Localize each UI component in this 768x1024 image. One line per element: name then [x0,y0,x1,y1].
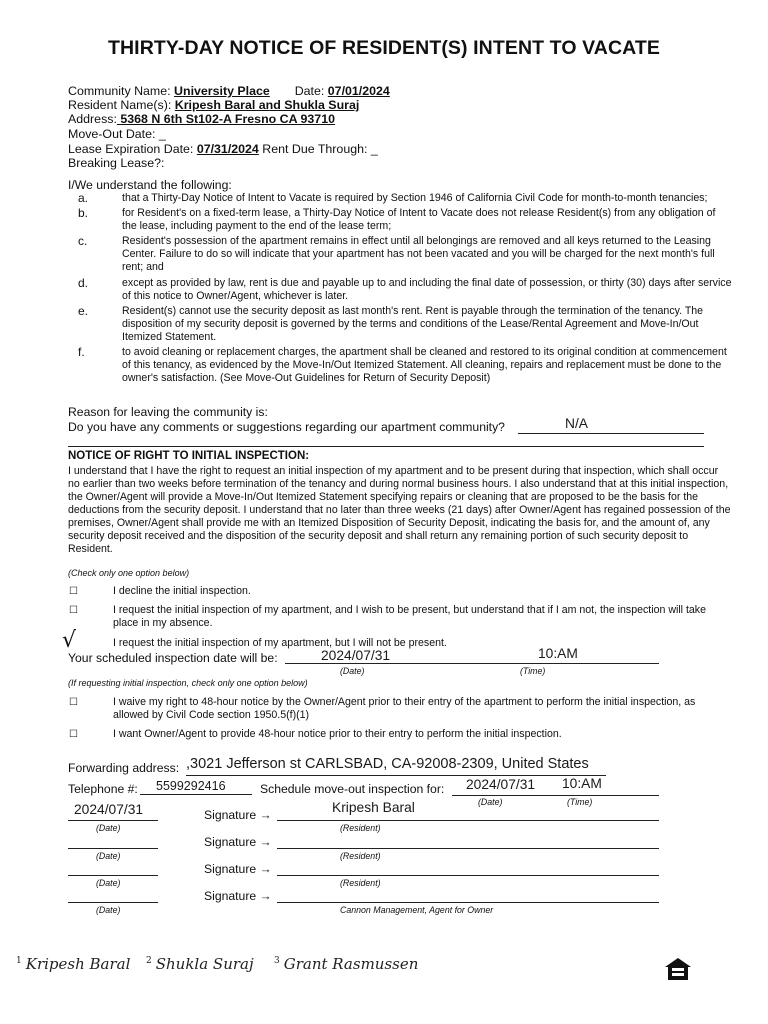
item-text: that a Thirty-Day Notice of Intent to Vacate is required by Section 1946 of California Civil Code for month-to-month tenancies; [122,192,708,204]
item-letter: c. [78,234,88,249]
understanding-list [68,192,732,387]
date-caption: (Date) [96,905,121,915]
resident-label: Resident Name(s): [68,98,172,112]
telephone-value: 5599292416 [156,779,226,793]
checkbox-icon[interactable]: ☐ [69,605,78,616]
schedule-time: 10:AM [538,646,578,661]
forwarding-label: Forwarding address: [68,761,180,775]
footer-signer-2 [146,955,254,973]
understanding-item [68,207,732,233]
signer-number: 2 [146,956,152,966]
signature-line-1[interactable] [277,820,659,821]
date-line-1 [68,820,158,821]
option-want-notice[interactable] [68,728,732,741]
moveout-inspection-label: Schedule move-out inspection for: [260,782,445,796]
resident-caption: (Resident) [340,823,381,833]
signature-line-3[interactable] [277,875,659,876]
address-value: 5368 N 6th St102-A Fresno CA 93710 [116,112,335,126]
moveout-date-row: Move-Out Date: _ [68,127,166,141]
item-letter: e. [78,303,89,318]
checkbox-icon[interactable]: ☐ [69,697,78,708]
date-line-3 [68,875,158,876]
signer-number: 1 [16,956,22,966]
if-note: (If requesting initial inspection, check only one option below) [68,678,308,688]
option-label: I request the initial inspection of my apartment, and I wish to be present, but understand that if I am not, the inspection will take place in my absence. [113,604,706,629]
forwarding-line [186,775,606,776]
item-letter: f. [78,345,85,360]
footer-signer-1 [16,955,130,973]
comments-value: N/A [565,416,588,431]
understanding-item [68,192,732,205]
item-text: to avoid cleaning or replacement charges, the apartment shall be cleaned and restored to its original condition at commencement of this tenancy, as evidenced by the Move-In/Out Itemized Statement. All cleaning, repairs and replacement must be done to the owner's satisfaction. (See Move-Out Guidelines for Return of Security Deposit) [122,346,727,385]
date-caption: (Date) [340,666,365,676]
agent-caption: Cannon Management, Agent for Owner [340,905,494,915]
understand-intro: I/We understand the following: [68,178,232,192]
community-label: Community Name: [68,84,171,98]
item-text: except as provided by law, rent is due and payable up to and including the final date of possession, or thirty (30) days after service of this notice to Owner/Agent, whichever is later. [122,276,732,302]
understanding-item [68,277,732,303]
address-label: Address: [68,112,117,126]
item-text: Resident(s) cannot use the security deposit as last month's rent. Rent is payable through the termination of the tenancy. The disposition of my security deposit is governed by the terms and conditions of the Lease/Rental Agreement and Move-In/Out Itemized Statement. [122,304,704,343]
community-row [68,84,390,98]
moveout-date: 2024/07/31 [466,777,536,792]
time-caption: (Time) [567,797,593,807]
signature-label-4: Signature → [204,889,272,903]
inspection-title: NOTICE OF RIGHT TO INITIAL INSPECTION: [68,450,310,462]
option-label: I request the initial inspection of my apartment, but I will not be present. [113,637,447,649]
signature-label-2: Signature → [204,835,272,849]
checkbox-icon[interactable]: ☐ [69,729,78,740]
signer-name: Kripesh Baral [25,955,131,973]
checkbox-icon[interactable]: ☐ [69,586,78,597]
moveout-line [452,795,659,796]
understanding-item [68,346,732,385]
forwarding-value: ,3021 Jefferson st CARLSBAD, CA-92008-2309, United States [186,756,589,772]
breaking-lease-row: Breaking Lease?: [68,156,165,170]
schedule-date: 2024/07/31 [321,648,391,663]
telephone-label: Telephone #: [68,782,138,796]
option-decline[interactable] [68,585,732,598]
option-label: I waive my right to 48-hour notice by the Owner/Agent prior to their entry of the apartment to perform the initial inspection, as allowed by Civil Code section 1950.5(f)(1) [113,696,696,721]
date-caption: (Date) [96,851,121,861]
footer-signer-3 [274,955,418,973]
telephone-line [140,794,252,795]
signature-line-2[interactable] [277,848,659,849]
date-line-4 [68,902,158,903]
comments-label: Do you have any comments or suggestions regarding our apartment community? [68,420,505,434]
rent-through-label: Rent Due Through: _ [262,142,378,156]
option-waive-notice[interactable] [68,696,732,722]
equal-housing-icon [664,957,692,983]
inspection-paragraph: I understand that I have the right to request an initial inspection of my apartment and to be present during that inspection, which shall occur no earlier than two weeks before termination of the tenancy and during normal business hours. I also understand that at this initial inspection, the Owner/Agent will provide a Move-In/Out Itemized Statement specifying repairs or cleaning that are proposed to be the basis for the deductions from the security deposit. I understand that no later than three weeks (21 days) after Owner/Agent has regained possession of the premises, Owner/Agent shall provide me with an Itemized Disposition of Security Deposit, indicating the basis for, and the amount of, any security deposit received and the disposition of the security deposit and shall return any remaining portion of such security deposit to Resident. [68,465,731,555]
signature-line-4[interactable] [277,902,659,903]
date-label: Date: [294,84,325,98]
understanding-item [68,305,732,344]
resident-caption: (Resident) [340,878,381,888]
understanding-item [68,235,732,274]
schedule-line [285,663,659,664]
option-request-present[interactable] [68,604,732,630]
item-text: for Resident's on a fixed-term lease, a Thirty-Day Notice of Intent to Vacate does not release Resident(s) from any obligation of the lease, including payment to the end of the lease term; [122,207,716,233]
item-letter: a. [78,191,89,205]
resident-row [68,98,359,112]
signer-number: 3 [274,956,280,966]
lease-exp-label: Lease Expiration Date: [68,142,194,156]
resident-caption: (Resident) [340,851,381,861]
item-letter: d. [78,275,89,290]
signature-date-1: 2024/07/31 [74,802,144,817]
lease-exp-value: 07/31/2024 [196,142,259,156]
address-row [68,112,335,126]
community-value: University Place [174,84,270,98]
signer-name: Shukla Suraj [155,955,254,973]
signature-label-1: Signature → [204,808,272,822]
page-title: THIRTY-DAY NOTICE OF RESIDENT(S) INTENT TO VACATE [107,37,660,59]
option-request-absent[interactable] [68,637,732,650]
date-caption: (Date) [96,823,121,833]
reason-label: Reason for leaving the community is: [68,405,268,419]
date-line-2 [68,848,158,849]
resident-value: Kripesh Baral and Shukla Suraj [174,98,360,112]
moveout-time: 10:AM [562,776,602,791]
checkmark-icon: √ [62,628,77,653]
schedule-label: Your scheduled inspection date will be: [68,651,278,665]
date-caption: (Date) [96,878,121,888]
option-label: I decline the initial inspection. [113,585,251,597]
signer-name: Grant Rasmussen [283,955,419,973]
item-letter: b. [78,206,89,221]
signature-label-3: Signature → [204,862,272,876]
comments-line [518,433,704,434]
check-note: (Check only one option below) [68,568,190,578]
resident-signature-1: Kripesh Baral [332,800,415,815]
lease-expiration-row [68,142,378,156]
comments-line-2 [68,446,704,447]
item-text: Resident's possession of the apartment remains in effect until all belongings are removed and all keys returned to the Leasing Center. Failure to do so will indicate that your apartment has not been vacated and you will be charged for the next month's full rent; and [122,235,715,274]
date-value: 07/01/2024 [327,84,390,98]
option-label: I want Owner/Agent to provide 48-hour notice prior to their entry to perform the initial inspection. [113,728,562,740]
date-caption: (Date) [478,797,503,807]
time-caption: (Time) [520,666,546,676]
